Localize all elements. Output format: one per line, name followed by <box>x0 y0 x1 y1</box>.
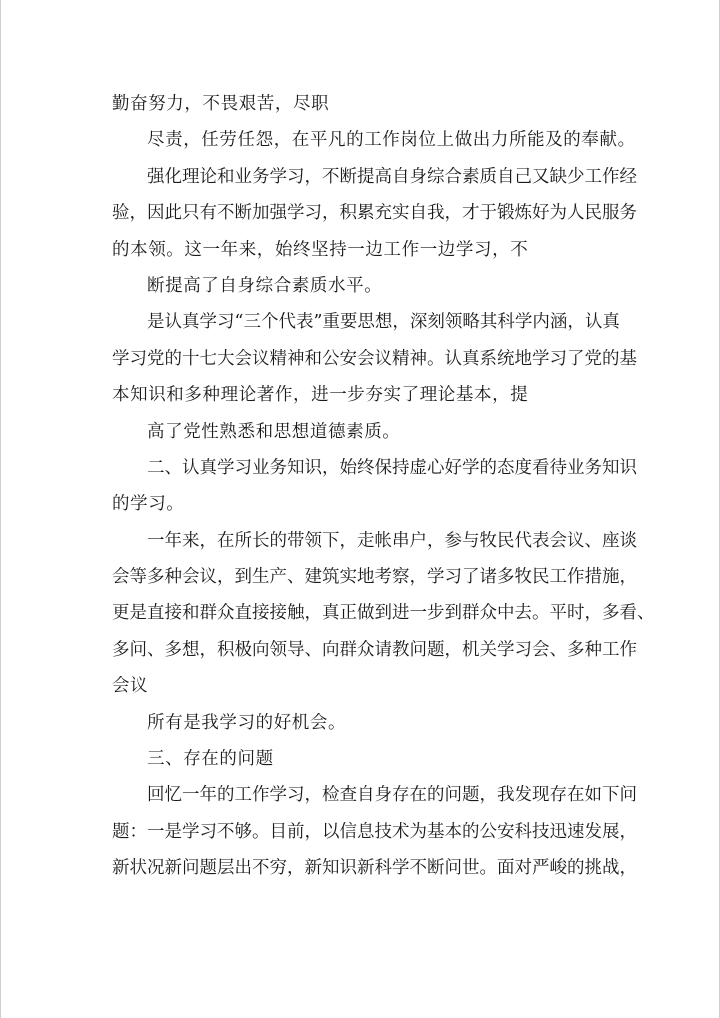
text-line: 回忆一年的工作学习，检查自身存在的问题，我发现存在如下问 <box>147 785 637 806</box>
text-line: 勤奋努力，不畏艰苦，尽职 <box>112 94 330 114</box>
text-line: 题：一是学习不够。目前，以信息技术为基本的公安科技迅速发展， <box>112 821 637 842</box>
text-line: 的学习。 <box>112 494 185 515</box>
text-line: 本知识和多种理论著作，进一步夯实了理论基本，提 <box>112 385 529 406</box>
text-line: 是认真学习“三个代表”重要思想，深刻领略其科学内涵，认真 <box>147 312 620 333</box>
text-line: 验，因此只有不断加强学习，积累充实自我，才于锻炼好为人民服务 <box>112 203 637 224</box>
section-heading: 三、存在的问题 <box>147 749 274 770</box>
text-line: 断提高了自身综合素质水平。 <box>147 275 383 296</box>
text-line: 会议 <box>112 676 149 697</box>
text-line: 强化理论和业务学习，不断提高自身综合素质自己又缺少工作经 <box>147 166 637 187</box>
text-line: 会等多种会议，到生产、建筑实地考察，学习了诸多牧民工作措施， <box>112 567 637 588</box>
document-body <box>112 86 655 887</box>
text-line: 所有是我学习的好机会。 <box>147 712 347 733</box>
text-line: 多问、多想，积极向领导、向群众请教问题，机关学习会、多种工作 <box>112 639 637 660</box>
text-line: 学习党的十七大会议精神和公安会议精神。认真系统地学习了党的基 <box>112 348 637 369</box>
text-line: 更是直接和群众直接接触，真正做到进一步到群众中去。平时，多看、 <box>112 603 655 624</box>
text-line: 的本领。这一年来，始终坚持一边工作一边学习，不 <box>112 239 529 260</box>
text-line: 高了党性熟悉和思想道德素质。 <box>147 421 401 442</box>
section-heading: 二、认真学习业务知识，始终保持虚心好学的态度看待业务知识 <box>147 457 637 478</box>
text-line: 尽责，任劳任怨，在平凡的工作岗位上做出力所能及的奉献。 <box>147 130 636 151</box>
text-line: 新状况新问题层出不穷，新知识新科学不断问世。面对严峻的挑战， <box>112 858 637 879</box>
text-line: 一年来，在所长的带领下，走帐串户，参与牧民代表会议、座谈 <box>147 530 637 551</box>
